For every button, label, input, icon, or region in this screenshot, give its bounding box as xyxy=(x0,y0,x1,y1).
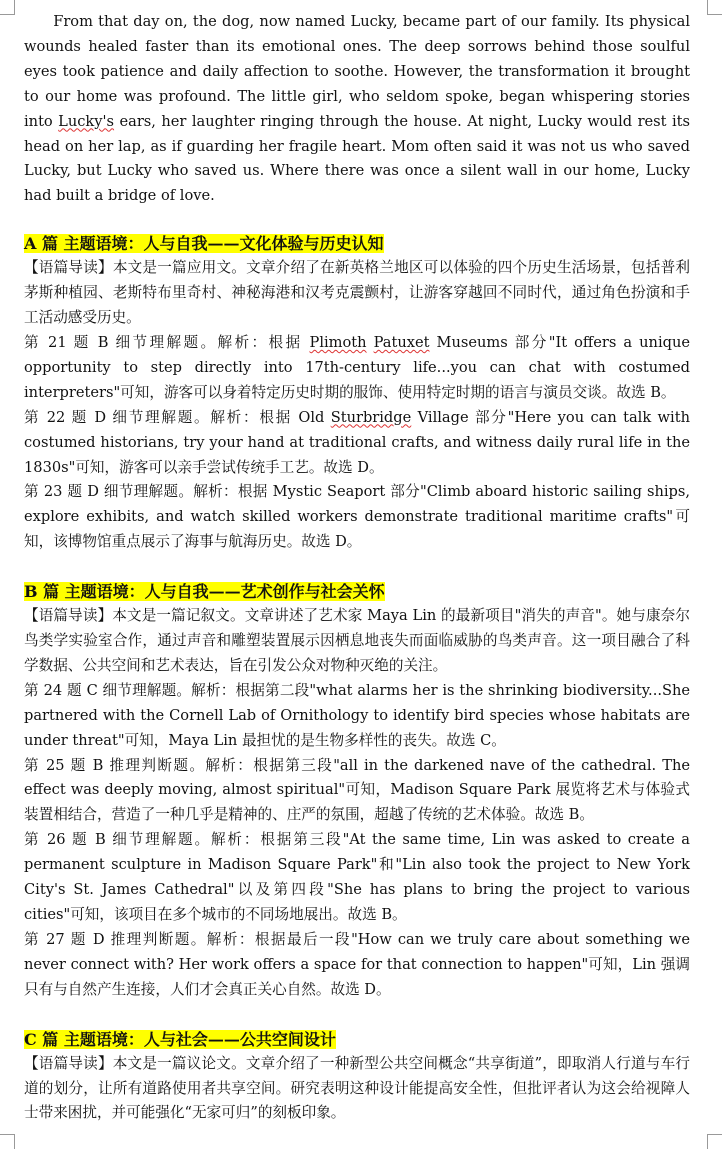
page-corner-mark-bottom-left xyxy=(0,1134,15,1149)
question-24: 第 24 题 C 细节理解题。解析：根据第二段"what alarms her is the shrinking biodiversity...She partnered with the Cornell Lab of Ornithology to identify bird species whose habitats are under threat"可知，Maya Lin 最担忧的是生物多样性的丧失。故选 C。 xyxy=(24,681,690,749)
q22-text-2: Village 部分"Here you can talk with costumed historians, try your hand at traditional crafts, and witness daily rural life in the 1830s"可知，游客可以亲手尝试传统手工艺。故选 D。 xyxy=(24,408,690,476)
question-22 xyxy=(24,406,690,481)
q21-space xyxy=(367,334,374,351)
q21-text-2: Museums 部分"It offers a unique opportunity to step directly into 17th-century life...you can chat with costumed interpreters"可知，游客可以身着特定历史时期的服饰、使用特定时期的语言与演员交谈。故选 B。 xyxy=(24,333,691,401)
q21-text-1: 第 21 题 B 细节理解题。解析：根据 xyxy=(24,333,310,351)
section-c-heading xyxy=(24,1027,690,1052)
story-text-1: From that day on, the dog, now named Lucky, became part of our family. Its physical wounds healed faster than its emotional ones. The deep sorrows behind those soulful eyes took patience and daily affection to soothe. However, the transformation it brought to our home was profound. The little girl, who seldom spoke, began whispering stories into xyxy=(24,13,690,130)
story-text-2: ears, her laughter ringing through the house. At night, Lucky would rest its head on her lap, as if guarding her fragile heart. Mom often said it was not us who saved Lucky, but Lucky who saved us. Where there was once a silent wall in our home, Lucky had built a bridge of love. xyxy=(24,112,691,205)
page-corner-mark-top-right xyxy=(707,0,722,15)
section-a-heading xyxy=(24,231,690,256)
question-25: 第 25 题 B 推理判断题。解析：根据第三段"all in the darkened nave of the cathedral. The effect was deeply moving, almost spiritual"可知，Madison Square Park 展览将艺术与体验式装置相结合，营造了一种几乎是精神的、庄严的氛围，超越了传统的艺术体验。故选 B。 xyxy=(24,756,690,824)
section-b-guide: 【语篇导读】本文是一篇记叙文。文章讲述了艺术家 Maya Lin 的最新项目"消失的声音"。她与康奈尔鸟类学实验室合作，通过声音和雕塑装置展示因栖息地丧失而面临威胁的鸟类声音。这一项目融合了科学数据、公共空间和艺术表达，旨在引发公众对物种灭绝的关注。 xyxy=(24,607,690,674)
section-a-guide: 【语篇导读】本文是一篇应用文。文章介绍了在新英格兰地区可以体验的四个历史生活场景，包括普利茅斯种植园、老斯特布里奇村、神秘海港和汉考克震颤村，让游客穿越回不同时代，通过角色扮演和手工活动感受历史。 xyxy=(24,259,690,327)
section-c-guide: 【语篇导读】本文是一篇议论文。文章介绍了一种新型公共空间概念“共享街道”，即取消人行道与车行道的划分，让所有道路使用者共享空间。研究表明这种设计能提高安全性，但批评者认为这会给视障人士带来困扰，并可能强化“无家可归”的刻板印象。 xyxy=(24,1054,690,1122)
question-27: 第 27 题 D 推理判断题。解析：根据最后一段"How can we truly care about something we never connect with? Her work offers a space for that connection to happen"可知，Lin 强调只有与自然产生连接，人们才会真正关心自然。故选 D。 xyxy=(24,930,690,998)
question-26: 第 26 题 B 细节理解题。解析：根据第三段"At the same time, Lin was asked to create a permanent sculpture in Madison Square Park"和"Lin also took the project to New York City's St. James Cathedral"以及第四段"She has plans to bring the project to various cities"可知，该项目在多个城市的不同场地展出。故选 B。 xyxy=(24,831,690,923)
story-paragraph xyxy=(24,10,690,209)
spellcheck-word: Patuxet xyxy=(373,333,430,351)
question-21 xyxy=(24,331,690,406)
page-corner-mark-bottom-right xyxy=(707,1134,722,1149)
question-23: 第 23 题 D 细节理解题。解析：根据 Mystic Seaport 部分"Climb aboard historic sailing ships, explore exhibits, and watch skilled workers demonstrate traditional maritime crafts"可知，该博物馆重点展示了海事与航海历史。故选 D。 xyxy=(24,483,690,551)
spellcheck-word: Lucky's xyxy=(58,112,115,130)
spellcheck-word: Plimoth xyxy=(309,333,367,351)
spellcheck-word: Sturbridge xyxy=(330,408,412,426)
section-b-heading xyxy=(24,579,690,604)
document-page xyxy=(24,10,690,1126)
page-corner-mark-top-left xyxy=(0,0,15,15)
section-c-heading-text: C 篇 主题语境：人与社会——公共空间设计 xyxy=(24,1029,336,1049)
section-b-heading-text: B 篇 主题语境：人与自我——艺术创作与社会关怀 xyxy=(24,582,385,602)
q22-text-1: 第 22 题 D 细节理解题。解析：根据 Old xyxy=(24,408,331,426)
section-a-heading-text: A 篇 主题语境：人与自我——文化体验与历史认知 xyxy=(24,234,384,254)
